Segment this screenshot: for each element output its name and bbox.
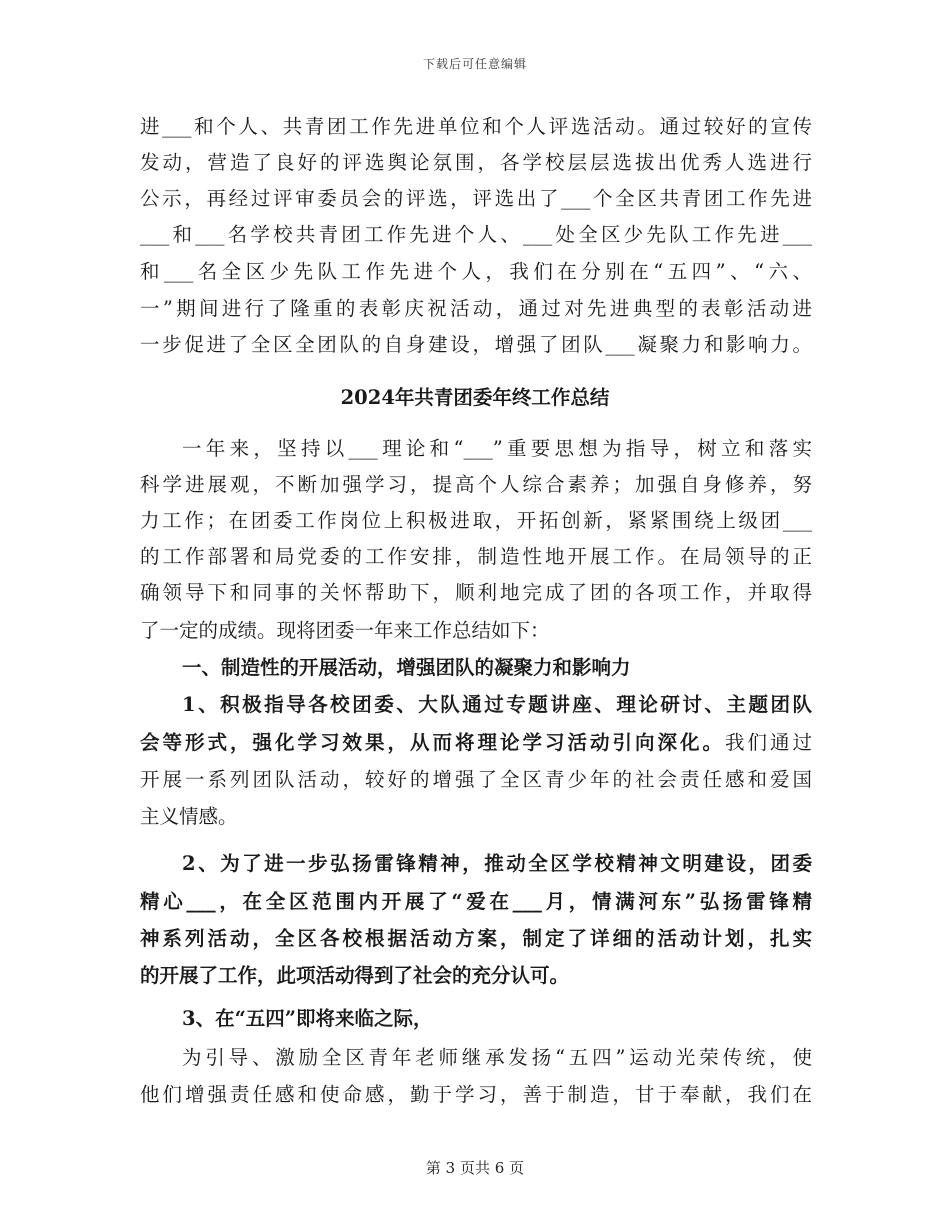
- paragraph-line: 开展一系列团队活动，较好的增强了全区青少年的社会责任感和爱国: [140, 768, 812, 791]
- paragraph-line: [140, 728, 812, 758]
- paragraph-line: 和___名全区少先队工作先进个人，我们在分别在“五四”、“六、: [140, 260, 812, 283]
- paragraph-line: 他们增强责任感和使命感，勤于学习，善于制造，甘于奉献，我们在: [140, 1083, 812, 1106]
- item-heading: 3、在“五四”即将来临之际，: [182, 1007, 433, 1030]
- normal-text: 我们通过: [724, 731, 812, 754]
- document-title: 2024年共青团委年终工作总结: [340, 386, 610, 409]
- paragraph-line: 进___和个人、共青团工作先进单位和个人评选活动。通过较好的宣传: [140, 115, 812, 138]
- paragraph-line: 一年来，坚持以___理论和“___”重要思想为指导，树立和落实: [182, 437, 812, 460]
- section-heading: 一、制造性的开展活动，增强团队的凝聚力和影响力: [182, 656, 631, 679]
- paragraph-line: 发动，营造了良好的评选舆论氛围，各学校层层选拔出优秀人选进行: [140, 151, 812, 174]
- page-number-footer: 第 3 页共 6 页: [425, 1159, 525, 1177]
- paragraph-line: 确领导下和同事的关怀帮助下，顺利地完成了团的各项工作，并取得: [140, 581, 812, 604]
- paragraph-line: 的工作部署和局党委的工作安排，制造性地开展工作。在局领导的正: [140, 545, 812, 568]
- page-header-watermark: 下载后可任意编辑: [422, 57, 527, 71]
- paragraph-line: 一步促进了全区全团队的自身建设，增强了团队___凝聚力和影响力。: [140, 333, 812, 356]
- paragraph-line: 公示，再经过评审委员会的评选，评选出了___个全区共青团工作先进: [140, 187, 812, 210]
- paragraph-line: 精心___，在全区范围内开展了“爱在___月，情满河东”弘扬雷锋精: [140, 890, 812, 913]
- paragraph-line: ___和___名学校共青团工作先进个人、___处全区少先队工作先进___: [140, 223, 812, 246]
- paragraph-line: 为引导、激励全区青年老师继承发扬“五四”运动光荣传统，使: [182, 1046, 812, 1069]
- paragraph-line: 的开展了工作，此项活动得到了社会的充分认可。: [140, 964, 570, 987]
- paragraph-line: 神系列活动，全区各校根据活动方案，制定了详细的活动计划，扎实: [140, 927, 812, 950]
- paragraph-line: 科学进展观，不断加强学习，提高个人综合素养；加强自身修养，努: [140, 473, 812, 496]
- paragraph-line: 一”期间进行了隆重的表彰庆祝活动，通过对先进典型的表彰活动进: [140, 297, 812, 320]
- item-heading: 2、为了进一步弘扬雷锋精神，推动全区学校精神文明建设，团委: [182, 852, 812, 875]
- bold-text: 会等形式，强化学习效果，从而将理论学习活动引向深化。: [140, 731, 725, 754]
- paragraph-line: 主义情感。: [140, 805, 238, 828]
- paragraph-line: 力工作；在团委工作岗位上积极进取，开拓创新，紧紧围绕上级团___: [140, 509, 812, 532]
- paragraph-line: 了一定的成绩。现将团委一年来工作总结如下：: [140, 619, 550, 642]
- item-heading: 1、积极指导各校团委、大队通过专题讲座、理论研讨、主题团队: [182, 693, 812, 716]
